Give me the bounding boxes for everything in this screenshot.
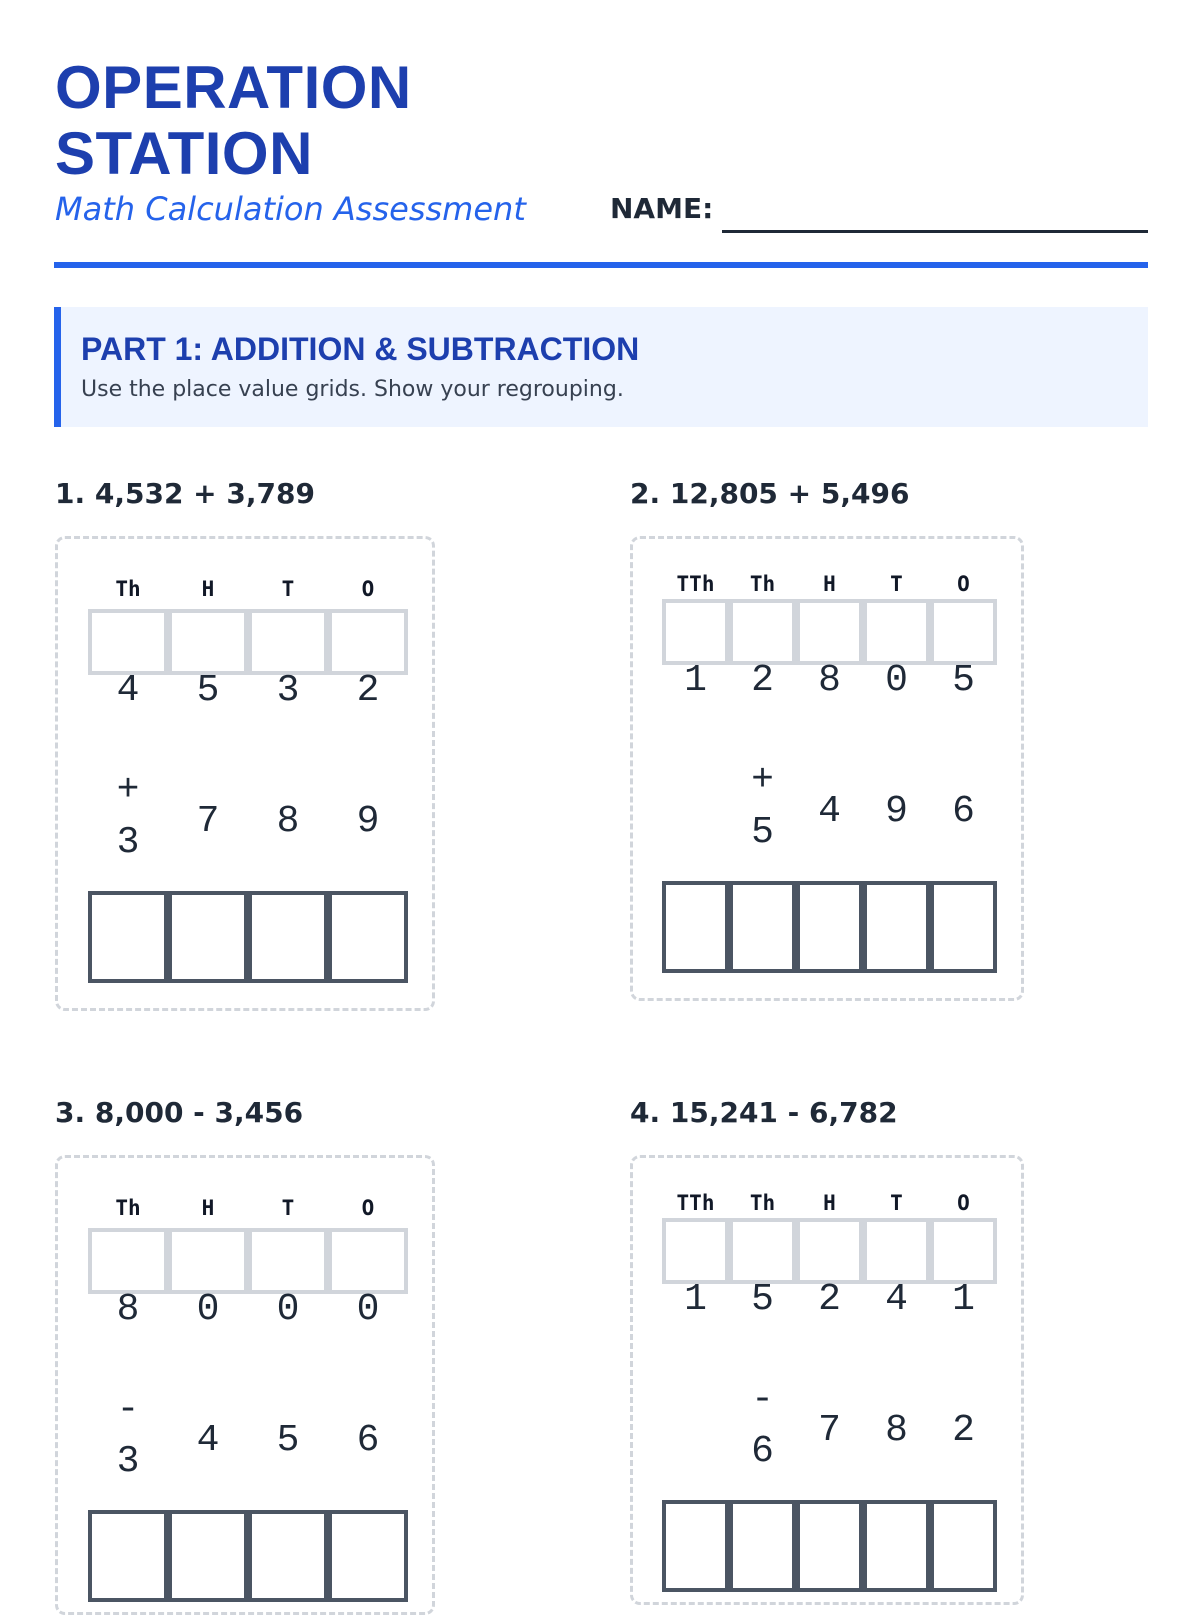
part-1-instructions: Use the place value grids. Show your regrouping. — [81, 377, 624, 402]
regroup-box[interactable] — [248, 1228, 328, 1294]
place-header: T — [890, 572, 903, 596]
place-header: H — [201, 577, 215, 601]
place-header: O — [957, 572, 970, 596]
answer-box[interactable] — [88, 1510, 168, 1602]
answer-box[interactable] — [796, 881, 863, 973]
name-field-line[interactable] — [722, 230, 1148, 233]
answer-box[interactable] — [88, 891, 168, 983]
place-header: T — [281, 1196, 295, 1220]
place-header: O — [361, 1196, 375, 1220]
part-1-title: PART 1: ADDITION & SUBTRACTION — [81, 331, 640, 367]
top-digit: 1 — [684, 659, 707, 702]
answer-box[interactable] — [930, 881, 997, 973]
place-header: TTh — [676, 572, 715, 596]
bottom-digit: 3 — [116, 1440, 140, 1483]
regroup-box[interactable] — [662, 1218, 729, 1284]
top-digit: 5 — [196, 669, 220, 712]
problem-3-card — [55, 1155, 435, 1615]
worksheet-subtitle: Math Calculation Assessment — [55, 190, 526, 228]
place-header: Th — [115, 577, 141, 601]
answer-box[interactable] — [662, 1500, 729, 1592]
bottom-digit: 3 — [116, 821, 140, 864]
bottom-digit: 8 — [276, 800, 300, 843]
regroup-box[interactable] — [930, 599, 997, 665]
top-digit: 4 — [885, 1278, 908, 1321]
regroup-box[interactable] — [729, 1218, 796, 1284]
header-divider — [54, 262, 1148, 268]
top-digit: 0 — [196, 1288, 220, 1331]
top-digit: 8 — [116, 1288, 140, 1331]
title-line-2: STATION — [55, 120, 313, 187]
bottom-digit: 2 — [952, 1409, 975, 1452]
bottom-digit: 5 — [751, 811, 774, 854]
bottom-digit: 6 — [356, 1419, 380, 1462]
operator-sign: + — [751, 759, 774, 802]
place-header: H — [823, 1191, 836, 1215]
top-digit: 0 — [885, 659, 908, 702]
answer-box[interactable] — [662, 881, 729, 973]
regroup-box[interactable] — [796, 1218, 863, 1284]
top-digit: 2 — [356, 669, 380, 712]
problem-2-label: 2. 12,805 + 5,496 — [630, 477, 910, 510]
problem-1-card — [55, 536, 435, 1011]
regroup-box[interactable] — [863, 1218, 930, 1284]
problem-2-card — [630, 536, 1024, 1001]
regroup-box[interactable] — [328, 609, 408, 675]
place-header: H — [823, 572, 836, 596]
answer-box[interactable] — [796, 1500, 863, 1592]
title-line-1: OPERATION — [55, 54, 412, 121]
bottom-digit: 9 — [356, 800, 380, 843]
bottom-digit: 9 — [885, 790, 908, 833]
bottom-digit: 4 — [818, 790, 841, 833]
top-digit: 1 — [684, 1278, 707, 1321]
regroup-box[interactable] — [168, 1228, 248, 1294]
answer-box[interactable] — [248, 891, 328, 983]
regroup-box[interactable] — [729, 599, 796, 665]
place-header: TTh — [676, 1191, 715, 1215]
top-digit: 0 — [356, 1288, 380, 1331]
bottom-digit: 7 — [818, 1409, 841, 1452]
place-header: Th — [749, 1191, 776, 1215]
place-header: O — [957, 1191, 970, 1215]
bottom-digit: 4 — [196, 1419, 220, 1462]
regroup-box[interactable] — [248, 609, 328, 675]
regroup-box[interactable] — [662, 599, 729, 665]
answer-box[interactable] — [729, 1500, 796, 1592]
answer-box[interactable] — [930, 1500, 997, 1592]
regroup-box[interactable] — [863, 599, 930, 665]
place-header: O — [361, 577, 375, 601]
operator-sign: + — [116, 769, 140, 812]
bottom-digit: 6 — [751, 1430, 774, 1473]
top-digit: 4 — [116, 669, 140, 712]
place-header: T — [890, 1191, 903, 1215]
top-digit: 5 — [751, 1278, 774, 1321]
problem-4-card — [630, 1155, 1024, 1605]
place-header: T — [281, 577, 295, 601]
answer-box[interactable] — [729, 881, 796, 973]
top-digit: 0 — [276, 1288, 300, 1331]
top-digit: 2 — [751, 659, 774, 702]
regroup-box[interactable] — [796, 599, 863, 665]
problem-4-label: 4. 15,241 - 6,782 — [630, 1096, 898, 1129]
place-header: H — [201, 1196, 215, 1220]
place-header: Th — [115, 1196, 141, 1220]
answer-box[interactable] — [863, 881, 930, 973]
answer-box[interactable] — [863, 1500, 930, 1592]
problem-3-label: 3. 8,000 - 3,456 — [55, 1096, 304, 1129]
answer-box[interactable] — [248, 1510, 328, 1602]
bottom-digit: 6 — [952, 790, 975, 833]
name-label: NAME: — [610, 192, 714, 225]
regroup-box[interactable] — [930, 1218, 997, 1284]
bottom-digit: 7 — [196, 800, 220, 843]
answer-box[interactable] — [328, 1510, 408, 1602]
worksheet-title — [55, 55, 575, 187]
answer-box[interactable] — [168, 1510, 248, 1602]
answer-box[interactable] — [328, 891, 408, 983]
bottom-digit: 5 — [276, 1419, 300, 1462]
regroup-box[interactable] — [168, 609, 248, 675]
top-digit: 3 — [276, 669, 300, 712]
place-header: Th — [749, 572, 776, 596]
answer-box[interactable] — [168, 891, 248, 983]
operator-sign: - — [116, 1388, 140, 1431]
bottom-digit: 8 — [885, 1409, 908, 1452]
regroup-box[interactable] — [328, 1228, 408, 1294]
part-1-banner — [54, 307, 1148, 427]
regroup-box[interactable] — [88, 609, 168, 675]
regroup-box[interactable] — [88, 1228, 168, 1294]
operator-sign: - — [751, 1378, 774, 1421]
problem-1-label: 1. 4,532 + 3,789 — [55, 477, 315, 510]
top-digit: 2 — [818, 1278, 841, 1321]
top-digit: 8 — [818, 659, 841, 702]
top-digit: 5 — [952, 659, 975, 702]
top-digit: 1 — [952, 1278, 975, 1321]
